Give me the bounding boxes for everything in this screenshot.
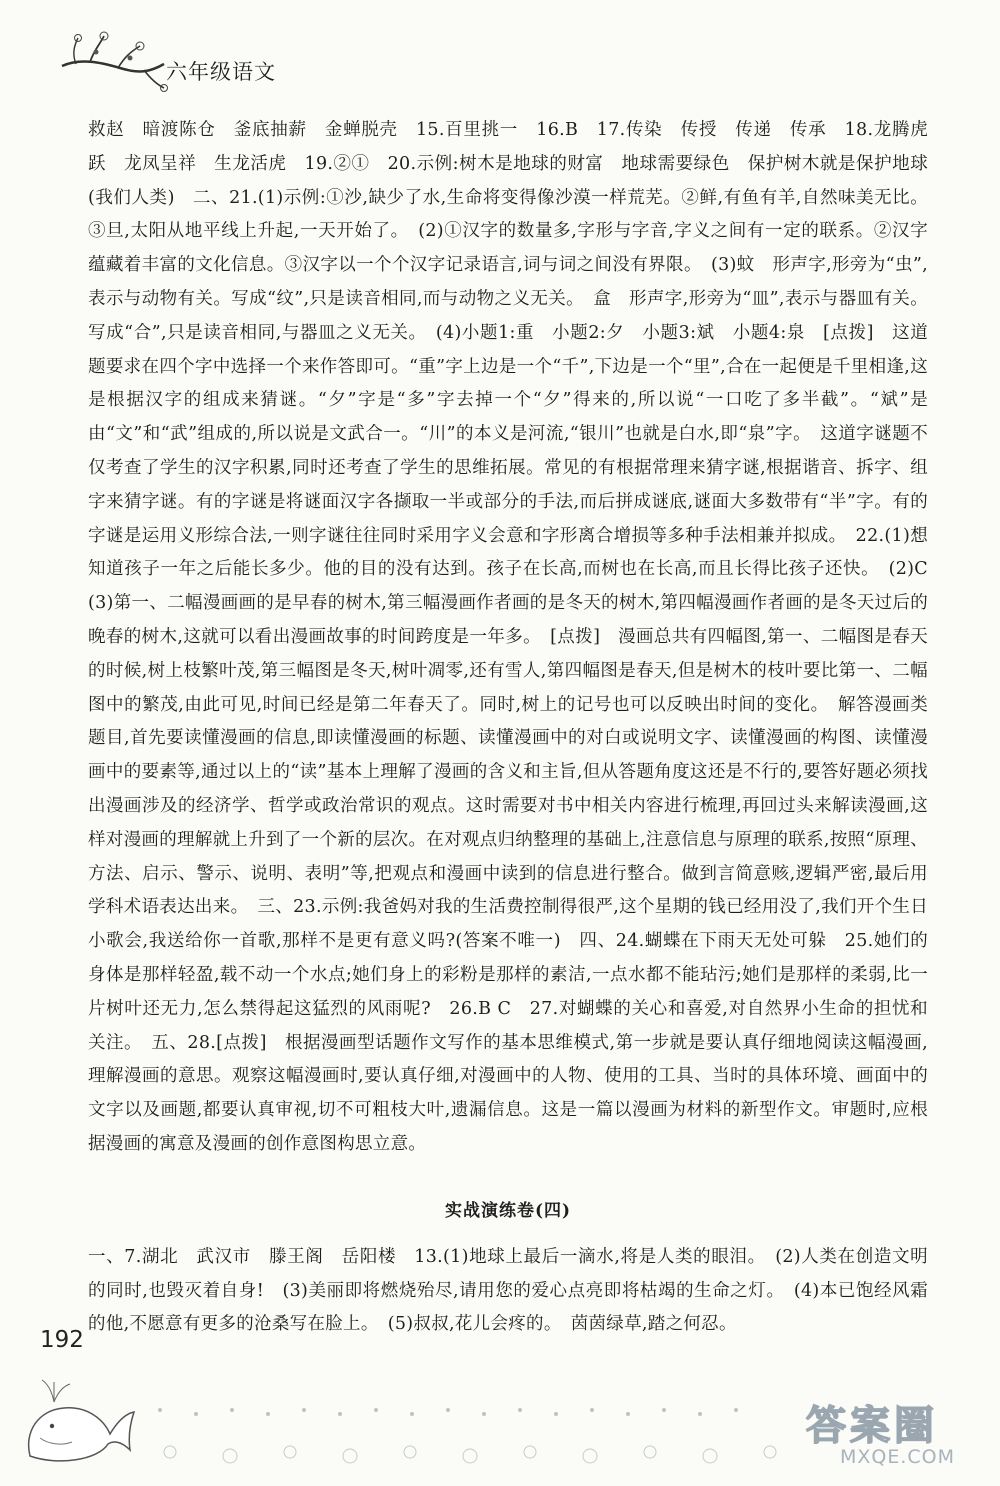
- page-number: 192: [40, 1327, 84, 1353]
- section-paragraph: 一、7.湖北 武汉市 滕王阁 岳阳楼 13.(1)地球上最后一滴水,将是人类的眼泪。 (2)人类在创造文明的同时,也毁灭着自身! (3)美丽即将燃烧殆尽,请用您的爱心点亮即将枯竭的生命之灯。 (4)本已饱经风霜的他,不愿意有更多的沧桑写在脸上。 (5)叔叔,花儿会疼的。 茵茵绿草,踏之何忍。: [88, 1246, 928, 1335]
- plum-branch-icon: [60, 28, 170, 98]
- whale-icon: [18, 1338, 148, 1468]
- page-title: 六年级语文: [166, 60, 276, 84]
- answer-paragraph: 救赵 暗渡陈仓 釜底抽薪 金蝉脱壳 15.百里挑一 16.B 17.传染 传授 传递 传承 18.龙腾虎跃 龙凤呈祥 生龙活虎 19.②① 20.示例:树木是地球的财富 地球需要绿色 保护树木就是保护地球(我们人类) 二、21.(1)示例:①沙,缺少了水,生命将变得像沙漠一样荒芜。②鲜,有鱼有羊,自然味美无比。③旦,太阳从地平线上升起,一天开始了。 (2)①汉字的数量多,字形与字音,字义之间有一定的联系。②汉字蕴藏着丰富的文化信息。③汉字以一个个汉字记录语言,词与词之间没有界限。 (3)蚊 形声字,形旁为“虫”,表示与动物有关。写成“纹”,只是读音相同,而与动物之义无关。 盒 形声字,形旁为“皿”,表示与器皿有关。写成“合”,只是读音相同,与器皿之义无关。 (4)小题1:重 小题2:夕 小题3:斌 小题4:泉 [点拨] 这道题要求在四个字中选择一个来作答即可。“重”字上边是一个“千”,下边是一个“里”,合在一起便是千里相逢,这是根据汉字的组成来猜谜。“夕”字是“多”字去掉一个“夕”得来的,所以说“一口吃了多半截”。“斌”是由“文”和“武”组成的,所以说是文武合一。“川”的本义是河流,“银川”也就是白水,即“泉”字。 这道字谜题不仅考查了学生的汉字积累,同时还考查了学生的思维拓展。常见的有根据常理来猜字谜,根据谐音、拆字、组字来猜字谜。有的字谜是将谜面汉字各撷取一半或部分的手法,而后拼成谜底,谜面大多数带有“半”字。有的字谜是运用义形综合法,一则字谜往往同时采用字义会意和字形离合增损等多种手法相兼并拟成。 22.(1)想知道孩子一年之后能长多少。他的目的没有达到。孩子在长高,而树也在长高,而且长得比孩子还快。 (2)C (3)第一、二幅漫画画的是早春的树木,第三幅漫画作者画的是冬天的树木,第四幅漫画作者画的是冬天过后的晚春的树木,这就可以看出漫画故事的时间跨度是一年多。 [点拨] 漫画总共有四幅图,第一、二幅图是春天的时候,树上枝繁叶茂,第三幅图是冬天,树叶凋零,还有雪人,第四幅图是春天,但是树木的枝叶要比第一、二幅图中的繁茂,由此可见,时间已经是第二年春天了。同时,树上的记号也可以反映出时间的变化。 解答漫画类题目,首先要读懂漫画的信息,即读懂漫画的标题、读懂漫画中的对白或说明文字、读懂漫画的构图、读懂漫画中的要素等,通过以上的“读”基本上理解了漫画的含义和主旨,但从答题角度这还是不行的,要答好题必须找出漫画涉及的经济学、哲学或政治常识的观点。这时需要对书中相关内容进行梳理,再回过头来解读漫画,这样对漫画的理解就上升到了一个新的层次。在对观点归纳整理的基础上,注意信息与原理的联系,按照“原理、方法、启示、警示、说明、表明”等,把观点和漫画中读到的信息进行整合。做到言简意赅,逻辑严密,最后用学科术语表达出来。 三、23.示例:我爸妈对我的生活费控制得很严,这个星期的钱已经用没了,我们开个生日小歌会,我送给你一首歌,那样不是更有意义吗?(答案不唯一) 四、24.蝴蝶在下雨天无处可躲 25.她们的身体是那样轻盈,载不动一个水点;她们身上的彩粉是那样的素洁,一点水都不能玷污;她们是那样的柔弱,比一片树叶还无力,怎么禁得起这猛烈的风雨呢? 26.B C 27.对蝴蝶的关心和喜爱,对自然界小生命的担忧和关注。 五、28.[点拨] 根据漫画型话题作文写作的基本思维模式,第一步就是要认真仔细地阅读这幅漫画,理解漫画的意思。观察这幅漫画时,要认真仔细,对漫画中的人物、使用的工具、当时的具体环境、画面中的文字以及画题,都要认真审视,切不可粗枝大叶,遗漏信息。这是一篇以漫画为材料的新型作文。审题时,应根据漫画的寓意及漫画的创作意图构思立意。: [88, 120, 946, 1154]
- page-header: [60, 28, 360, 98]
- section-title: 实战演练卷(四): [444, 1200, 572, 1221]
- watermark-text: 答案圈: [806, 1403, 938, 1449]
- answer-content: [88, 114, 946, 1342]
- watermark-url: MXQE.COM: [840, 1446, 956, 1468]
- watermark-logo: [780, 1380, 990, 1480]
